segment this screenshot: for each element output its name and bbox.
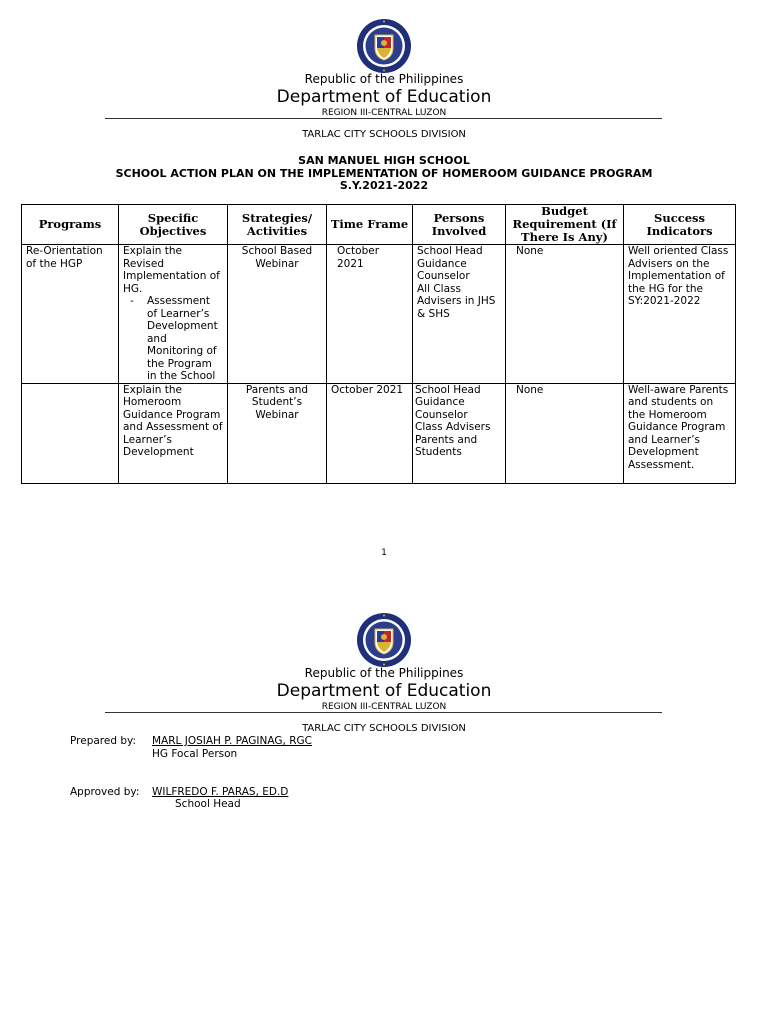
cell-success: Well oriented Class Advisers on the Implementation of the HG for the SY:2021-2022 [624, 245, 736, 384]
cell-program [22, 383, 119, 483]
cell-strategy: School Based Webinar [228, 245, 327, 384]
approved-by-label: Approved by: [70, 786, 140, 798]
table-row [22, 245, 736, 384]
header-rule [105, 118, 662, 119]
prepared-by-label: Prepared by: [70, 735, 136, 747]
objective-bullet: - Assessment of Learner’s Development and Monitoring of the Program in the School [147, 295, 223, 383]
cell-timeframe: October 2021 [327, 245, 413, 384]
cell-timeframe: October 2021 [327, 383, 413, 483]
person-entry: School Head [415, 383, 481, 396]
person-entry: Guidance Counselor [417, 257, 470, 282]
division-line: TARLAC CITY SCHOOLS DIVISION [302, 723, 466, 734]
person-entry: Parents and Students [415, 433, 478, 458]
cell-budget: None [506, 245, 624, 384]
col-header-budget: Budget Requirement (If There Is Any) [506, 205, 624, 245]
region-line: REGION III-CENTRAL LUZON [321, 108, 447, 118]
person-entry: Class Advisers [415, 421, 491, 433]
prepared-by-role: HG Focal Person [152, 748, 238, 760]
department-title: Department of Education [276, 681, 492, 701]
cell-persons [413, 383, 506, 483]
school-name: SAN MANUEL HIGH SCHOOL [298, 154, 470, 167]
cell-program: Re-Orientation of the HGP [22, 245, 119, 384]
person-entry: All Class Advisers in JHS & SHS [417, 282, 496, 320]
page-number: 1 [381, 548, 387, 558]
republic-line: Republic of the Philippines [304, 72, 464, 86]
col-header-objectives: Specific Objectives [119, 205, 228, 245]
deped-seal-logo [356, 18, 412, 74]
table-header-row [22, 205, 736, 245]
header-rule [105, 712, 662, 713]
cell-objective: Explain the Homeroom Guidance Program and Assessment of Learner’s Development [119, 383, 228, 483]
person-entry: Guidance Counselor [415, 396, 468, 421]
republic-line: Republic of the Philippines [304, 666, 464, 680]
cell-success: Well-aware Parents and students on the Homeroom Guidance Program and Learner’s Development Assessment. [624, 383, 736, 483]
deped-seal-logo [356, 612, 412, 668]
table-row [22, 383, 736, 483]
action-plan-table [21, 204, 736, 484]
division-line: TARLAC CITY SCHOOLS DIVISION [302, 129, 466, 140]
department-title: Department of Education [276, 87, 492, 107]
col-header-strategies: Strategies/ Activities [228, 205, 327, 245]
prepared-by-name: MARL JOSIAH P. PAGINAG, RGC [152, 735, 312, 747]
region-line: REGION III-CENTRAL LUZON [321, 702, 447, 712]
cell-strategy: Parents and Student’s Webinar [228, 383, 327, 483]
col-header-success: Success Indicators [624, 205, 736, 245]
person-entry: School Head [417, 245, 483, 257]
plan-title: SCHOOL ACTION PLAN ON THE IMPLEMENTATION OF HOMEROOM GUIDANCE PROGRAM [115, 167, 653, 180]
cell-budget: None [506, 383, 624, 483]
school-year: S.Y.2021-2022 [339, 179, 429, 192]
col-header-programs: Programs [22, 205, 119, 245]
cell-objective [119, 245, 228, 384]
objective-text: Explain the Revised Implementation of HG. [123, 245, 220, 295]
approved-by-role: School Head [175, 798, 241, 810]
col-header-persons: Persons Involved [413, 205, 506, 245]
objective-bullet-list [123, 295, 223, 383]
cell-persons [413, 245, 506, 384]
col-header-timeframe: Time Frame [327, 205, 413, 245]
approved-by-name: WILFREDO F. PARAS, ED.D [152, 786, 289, 798]
